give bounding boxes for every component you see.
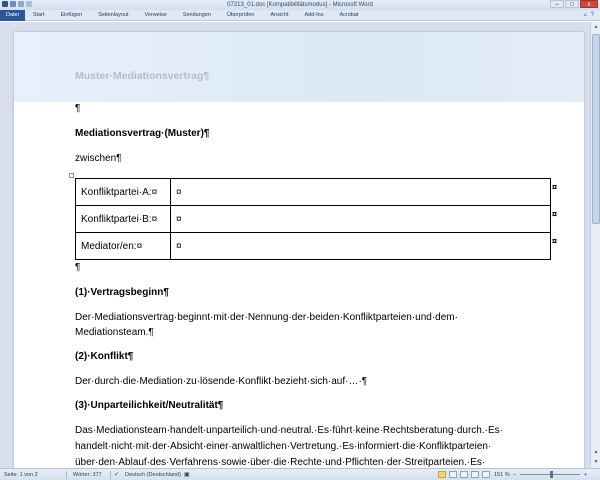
table-row [76, 233, 551, 260]
section-3-title: (3)·Unparteilichkeit/Neutralität¶ [75, 400, 224, 411]
outline-view-button[interactable] [471, 471, 479, 478]
row-end-mark: ¤ [552, 209, 558, 219]
scroll-prev-page-icon[interactable]: ▲ [593, 449, 599, 455]
section-1-line: Der·Mediationsvertrag·beginnt·mit·der·Nennung·der·beiden·Konfliktparteien·und·dem· [75, 312, 458, 323]
ribbon-tab-bar [0, 10, 600, 21]
tab-add-ins[interactable]: Add-Ins [304, 11, 324, 18]
maximize-button[interactable]: □ [565, 0, 579, 8]
status-divider [66, 471, 67, 479]
close-button[interactable]: x [580, 0, 598, 8]
zoom-in-button[interactable]: + [584, 472, 588, 478]
tab-ueberpruefen[interactable]: Überprüfen [226, 11, 255, 18]
ribbon-right-controls [584, 12, 594, 19]
after-table-paragraph: ¶ [75, 262, 81, 273]
document-workspace [0, 22, 600, 468]
tab-seitenlayout[interactable]: Seitenlayout [98, 11, 129, 18]
section-2-text: Der·durch·die·Mediation·zu·lösende·Konflikt·bezieht·sich·auf·…·¶ [75, 376, 368, 387]
party-a-value[interactable]: ¤ [171, 179, 551, 206]
title-bar [0, 0, 600, 10]
header-title: Muster·Mediationsvertrag¶ [75, 70, 210, 82]
table-row [76, 206, 551, 233]
status-bar [0, 468, 600, 480]
vertical-scrollbar[interactable] [590, 22, 600, 468]
tab-datei[interactable]: Datei [0, 10, 25, 21]
full-screen-view-button[interactable] [449, 471, 457, 478]
help-icon[interactable]: ? [590, 12, 594, 18]
zoom-out-button[interactable]: – [513, 472, 517, 478]
section-1-line: Mediationsteam.¶ [75, 327, 154, 338]
minimize-button[interactable]: – [550, 0, 564, 8]
word-count[interactable]: Wörter: 377 [73, 472, 102, 478]
tab-verweise[interactable]: Verweise [144, 11, 167, 18]
party-b-label: Konfliktpartei·B:¤ [76, 206, 171, 233]
language-indicator[interactable]: Deutsch (Deutschland) [125, 472, 181, 478]
zoom-level[interactable]: 151 % [494, 472, 510, 478]
table-row [76, 179, 551, 206]
mediator-value[interactable]: ¤ [171, 233, 551, 260]
row-end-mark: ¤ [552, 236, 558, 246]
tab-einfuegen[interactable]: Einfügen [60, 11, 83, 18]
tab-ansicht[interactable]: Ansicht [270, 11, 289, 18]
table-move-handle[interactable] [69, 173, 74, 178]
mediator-label: Mediator/en:¤ [76, 233, 171, 260]
scroll-thumb[interactable] [592, 34, 600, 224]
row-end-mark: ¤ [552, 182, 558, 192]
section-1-title: (1)·Vertragsbeginn¶ [75, 287, 169, 298]
section-3-line: Das·Mediationsteam·handelt·unparteilich·und·neutral.·Es·führt·keine·Rechtsberatung·durch.·Es· [75, 425, 503, 436]
macro-record-icon[interactable]: ▣ [184, 472, 190, 478]
page-header [14, 32, 584, 102]
zoom-slider-knob[interactable] [550, 471, 553, 478]
page-count[interactable]: Seite: 1 von 2 [4, 472, 38, 478]
scroll-up-icon[interactable]: ▲ [593, 24, 599, 30]
empty-paragraph: ¶ [75, 103, 81, 114]
tab-sendungen[interactable]: Sendungen [182, 11, 211, 18]
window-controls [550, 0, 598, 8]
status-divider [110, 471, 111, 479]
tab-acrobat[interactable]: Acrobat [339, 11, 359, 18]
ribbon-collapse-icon[interactable]: ▵ [583, 12, 587, 18]
print-layout-view-button[interactable] [438, 471, 446, 478]
section-3-line: handelt·nicht·mit·der·Absicht·einer·anwaltlichen·Vertretung.·Es·informiert·die·Konfliktparteien· [75, 441, 492, 452]
window-title: 07213_01.doc [Kompatibilitätsmodus] - Microsoft Word [227, 2, 373, 8]
proofing-icon[interactable]: ✓ [114, 472, 120, 478]
tab-start[interactable]: Start [32, 11, 45, 18]
party-a-label: Konfliktpartei·A:¤ [76, 179, 171, 206]
draft-view-button[interactable] [482, 471, 490, 478]
document-heading: Mediationsvertrag·(Muster)¶ [75, 128, 210, 139]
document-page[interactable] [14, 32, 584, 468]
parties-table[interactable] [75, 178, 551, 260]
between-text: zwischen¶ [75, 153, 122, 164]
party-b-value[interactable]: ¤ [171, 206, 551, 233]
scroll-down-icon[interactable]: ▼ [593, 459, 599, 465]
section-2-title: (2)·Konflikt¶ [75, 351, 134, 362]
web-layout-view-button[interactable] [460, 471, 468, 478]
section-3-line: über·den·Ablauf·des·Verfahrens·sowie·über·die·Rechte·und·Pflichten·der·Streitparteien.·Es· [75, 457, 486, 468]
